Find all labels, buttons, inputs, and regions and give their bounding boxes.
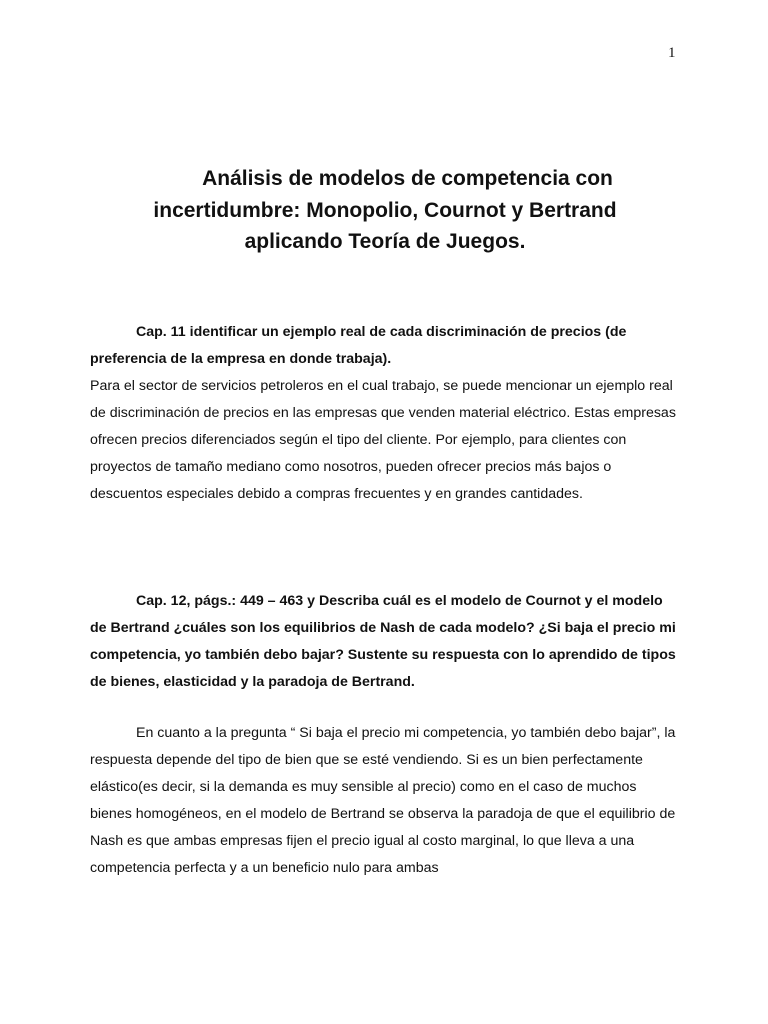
page-number: 1 [668,45,676,61]
question-cap-12: Cap. 12, págs.: 449 – 463 y Describa cuál es el modelo de Cournot y el modelo de Bertrand ¿cuáles son los equilibrios de Nash de cada modelo? ¿Si baja el precio mi competencia, yo también debo bajar? Sustente su respuesta con lo aprendido de tipos de bienes, elasticidad y la paradoja de Bertrand. [90,593,676,690]
title-line-3: aplicando Teoría de Juegos. [244,230,526,253]
document-title [90,163,680,258]
title-line-1: Análisis de modelos de competencia con [202,167,613,190]
answer-cap-11: Para el sector de servicios petroleros en el cual trabajo, se puede mencionar un ejemplo real de discriminación de precios en las empresas que venden material eléctrico. Estas empresas ofrecen precios diferenciados según el tipo del cliente. Por ejemplo, para clientes con proyectos de tamaño mediano como nosotros, pueden ofrecer precios más bajos o descuentos especiales debido a compras frecuentes y en grandes cantidades. [90,378,676,502]
answer-cap-12: En cuanto a la pregunta “ Si baja el precio mi competencia, yo también debo bajar”, la respuesta depende del tipo de bien que se esté vendiendo. Si es un bien perfectamente elástico(es decir, si la demanda es muy sensible al precio) como en el caso de muchos bienes homogéneos, en el modelo de Bertrand se observa la paradoja de que el equilibrio de Nash es que ambas empresas fijen el precio igual al costo marginal, lo que lleva a una competencia perfecta y a un beneficio nulo para ambas [90,725,676,876]
question-cap-11: Cap. 11 identificar un ejemplo real de cada discriminación de precios (de preferencia de la empresa en donde trabaja). [90,324,627,367]
title-line-2: incertidumbre: Monopolio, Cournot y Bertrand [153,198,617,222]
